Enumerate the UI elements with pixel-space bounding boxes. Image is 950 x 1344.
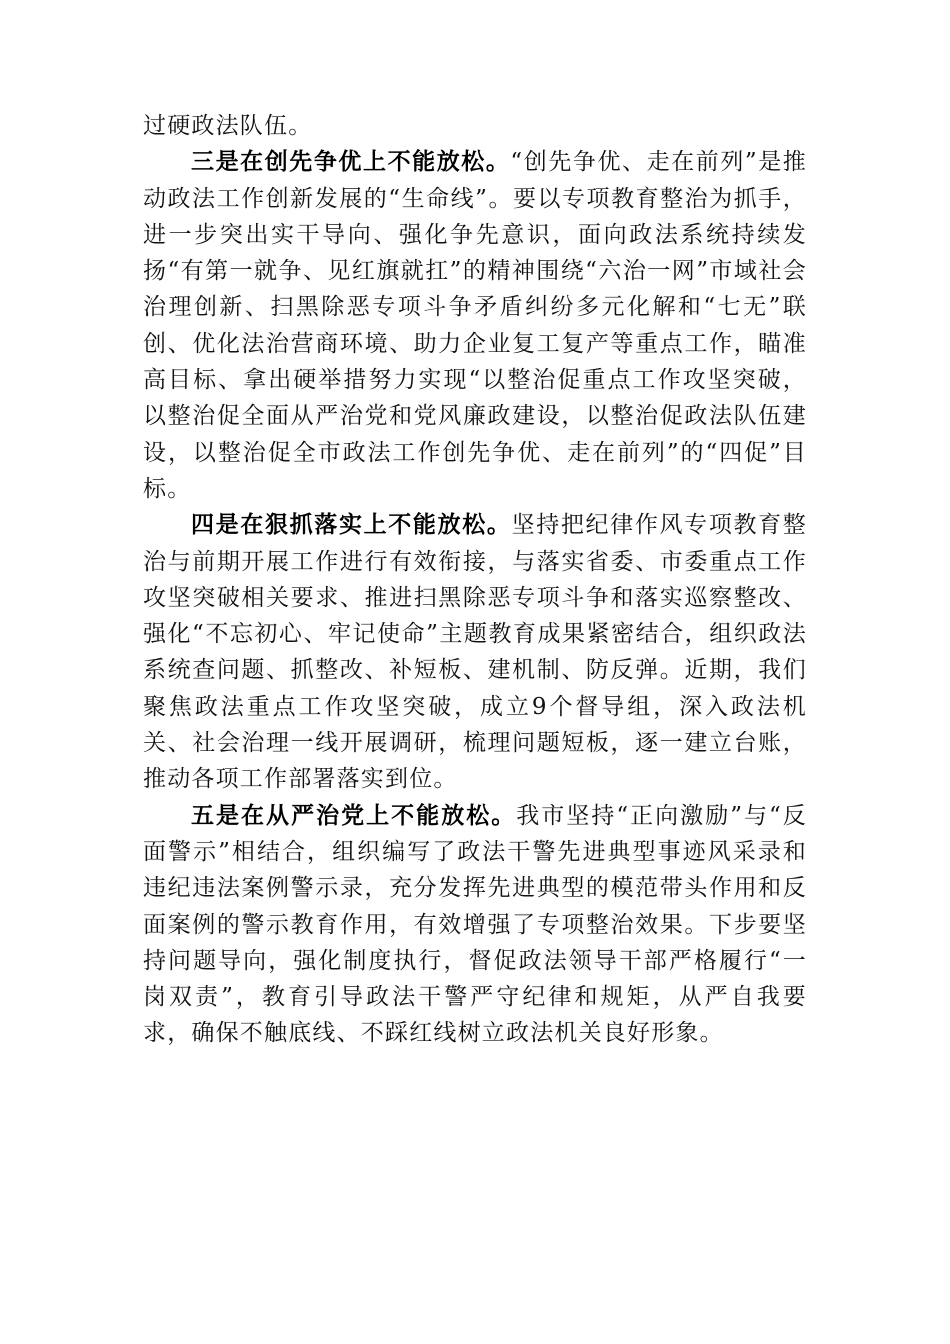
paragraph-lead: 四是在狠抓落实上不能放松。 [191, 512, 512, 539]
paragraph-point-four [143, 507, 807, 797]
paragraph-text: “创先争优、走在前列”是推动政法工作创新发展的“生命线”。要以专项教育整治为抓手，进一步突出实干导向、强化争先意识，面向政法系统持续发扬“有第一就争、见红旗就扛”的精神围绕“六治一网”市域社会治理创新、扫黑除恶专项斗争矛盾纠纷多元化解和“七无”联创、优化法治营商环境、助力企业复工复产等重点工作，瞄准高目标、拿出硬举措努力实现“以整治促重点工作攻坚突破，以整治促全面从严治党和党风廉政建设，以整治促政法队伍建设，以整治促全市政法工作创先争优、走在前列”的“四促”目标。 [143, 149, 807, 502]
paragraph-text: 过硬政法队伍。 [143, 113, 313, 139]
paragraph-point-three [143, 144, 807, 507]
paragraph-lead: 三是在创先争优上不能放松。 [191, 149, 511, 176]
paragraph-text: 我市坚持“正向激励”与“反面警示”相结合，组织编写了政法干警先进典型事迹风采录和违纪违法案例警示录，充分发挥先进典型的模范带头作用和反面案例的警示教育作用，有效增强了专项整治效果。下步要坚持问题导向，强化制度执行，督促政法领导干部严格履行“一岗双责”，教育引导政法干警严守纪律和规矩，从严自我要求，确保不触底线、不踩红线树立政法机关良好形象。 [143, 802, 808, 1047]
paragraph-lead: 五是在从严治党上不能放松。 [191, 802, 517, 829]
paragraph-continuation [143, 108, 807, 144]
document-body [143, 108, 807, 1052]
paragraph-point-five [143, 798, 807, 1052]
paragraph-text: 坚持把纪律作风专项教育整治与前期开展工作进行有效衔接，与落实省委、市委重点工作攻坚突破相关要求、推进扫黑除恶专项斗争和落实巡察整改、强化“不忘初心、牢记使命”主题教育成果紧密结合，组织政法系统查问题、抓整改、补短板、建机制、防反弹。近期，我们聚焦政法重点工作攻坚突破，成立9个督导组，深入政法机关、社会治理一线开展调研，梳理问题短板，逐一建立台账，推动各项工作部署落实到位。 [143, 512, 807, 793]
